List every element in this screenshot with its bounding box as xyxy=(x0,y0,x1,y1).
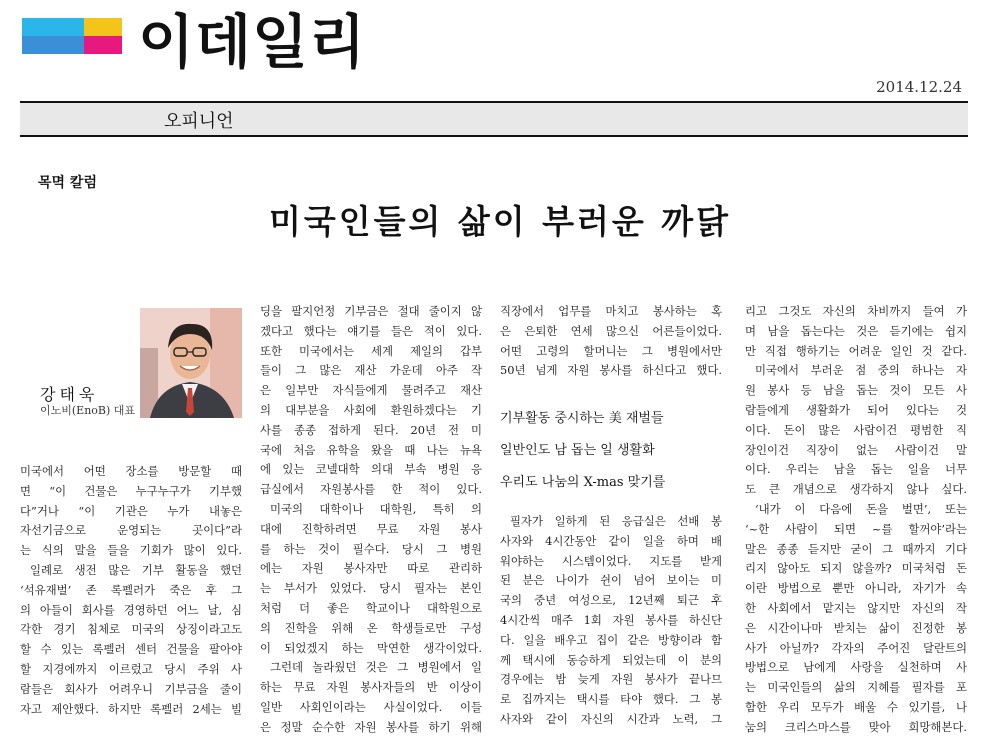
subhead: 일반인도 남 돕는 일 생활화 xyxy=(500,443,655,458)
column-line: 는 식의 말을 들을 기회가 많이 있다. xyxy=(20,543,242,558)
column-line: 4시간씩 매주 1회 자원 봉사를 하신단 xyxy=(500,612,722,627)
column-line: 원 봉사 등 남을 돕는 것이 모든 사 xyxy=(745,383,967,398)
column-line: 께 택시에 동승하게 되었는데 이 분의 xyxy=(500,652,722,667)
author-photo xyxy=(140,308,242,418)
column-line: 는 미국인들의 삶의 지혜를 필자를 포 xyxy=(745,680,967,695)
author-name: 강태욱 xyxy=(40,385,99,404)
column-line: 경우에는 밤 늦게 자원 봉사가 끝나므 xyxy=(500,672,722,687)
column-line: 하는 무료 자원 봉사자들의 반 이상이 xyxy=(260,680,482,695)
article-column-3 xyxy=(500,302,722,381)
column-line: 의 진학을 위해 온 학생들로만 구성 xyxy=(260,620,482,635)
edaily-logo-mark[interactable] xyxy=(22,18,122,68)
column-line: 사자와 같이 자신의 시간과 노력, 그 xyxy=(500,711,722,726)
column-line: 함한 우리 모두가 배울 수 있기를, 나 xyxy=(745,699,967,714)
column-line: 각한 경기 침체로 미국의 상징이라고도 xyxy=(20,622,242,637)
column-line: 직장에서 업무를 마치고 봉사하는 혹 xyxy=(500,304,722,318)
logo-block-cyan xyxy=(22,18,84,36)
column-line: 그런데 놀라웠던 것은 그 병원에서 일 xyxy=(270,660,482,675)
logo-block-magenta xyxy=(84,36,122,54)
column-line: 일례로 생전 많은 기부 활동을 했던 xyxy=(30,562,242,577)
column-line: 미국에서 어떤 장소를 방문할 때 xyxy=(20,464,242,478)
column-line: 은 정말 순수한 자원 봉사를 하기 위해 xyxy=(260,719,482,734)
column-line: 이다. 우리는 남을 돕는 일을 너무 xyxy=(745,462,967,477)
column-line: 어떤 고령의 할머니는 그 병원에서만 xyxy=(500,343,722,358)
column-line: ‘~한 사람이 되면 ~를 할꺼야’라는 xyxy=(745,521,967,536)
column-line: 이란 방법으로 뿐만 아니라, 자기가 속 xyxy=(745,581,967,596)
column-line: 이다. 돈이 많은 사람이건 평범한 직 xyxy=(745,422,967,437)
column-line: 은 시간이나마 받치는 삶이 진정한 봉 xyxy=(745,620,967,635)
column-line: 은 은퇴한 연세 많으신 어른들이었다. xyxy=(500,323,722,338)
publication-date: 2014.12.24 xyxy=(876,78,962,96)
section-label[interactable]: 오피니언 xyxy=(164,111,234,132)
column-line: 눔의 크리스마스를 맞아 희망해본다. xyxy=(745,719,967,734)
column-line: 된 분은 나이가 쉰이 넘어 보이는 미 xyxy=(500,573,722,588)
column-line: 도 큰 개념으로 생각하지 않나 싶다. xyxy=(745,482,967,497)
column-line: 필자가 일하게 된 응급실은 선배 봉 xyxy=(510,514,722,528)
column-line: 에 있는 코넬대학 의대 부속 병원 응 xyxy=(260,462,482,477)
column-line: 한 사회에서 맡지는 않지만 자신의 작 xyxy=(745,600,967,615)
column-line: 워야하는 시스템이었다. 지도를 받게 xyxy=(500,553,722,568)
column-line: 를 하는 것이 필수다. 당시 그 병원 xyxy=(260,541,482,556)
column-line: 미국에서 부러운 점 중의 하나는 자 xyxy=(755,363,967,378)
column-line: 며 남을 돕는다는 것은 듣기에는 쉽지 xyxy=(745,323,967,338)
column-line: 국에 처음 유학을 왔을 때 나는 뉴욕 xyxy=(260,442,482,457)
column-line: 은 일부만 자식들에게 물려주고 재산 xyxy=(260,383,482,398)
column-line: 사를 종종 접하게 된다. 20년 전 미 xyxy=(260,422,482,437)
article-column-3-continued xyxy=(500,512,722,730)
column-line: 처럼 더 좋은 학교이나 대학원으로 xyxy=(260,600,482,615)
column-line: 다”거나 “이 기관은 누가 내놓은 xyxy=(20,503,242,518)
column-line: 말은 종종 듣지만 굳이 그 때까지 기다 xyxy=(745,541,967,556)
column-line: ‘내가 이 다음에 돈을 벌면’, 또는 xyxy=(755,501,967,516)
column-line: 에는 자원 봉사자만 따로 관리하 xyxy=(260,561,482,576)
column-line: 이 되었겠지 하는 막연한 생각이었다. xyxy=(260,640,482,655)
column-line: 또한 미국에서는 세계 제일의 갑부 xyxy=(260,343,482,358)
edaily-logo-text[interactable]: 이데일리 xyxy=(138,8,367,76)
subhead: 우리도 나눔의 X-mas 맞기를 xyxy=(500,475,666,490)
column-line: 리지 않아도 되지 않을까? 미국처럼 돈 xyxy=(745,561,967,576)
column-line: 미국의 대학이나 대학원, 특히 의 xyxy=(270,501,482,516)
column-line: 일반 사회인이라는 사실이었다. 이들 xyxy=(260,699,482,714)
column-line: 할 지경에까지 이르렀고 당시 주위 사 xyxy=(20,661,242,676)
section-bar xyxy=(20,101,968,137)
column-line: 로 집까지는 택시를 타야 했다. 그 봉 xyxy=(500,692,722,707)
column-line: 사가 아닐까? 각자의 주어진 달란트의 xyxy=(745,640,967,655)
article-column-1 xyxy=(20,462,242,719)
column-line: 람들은 회사가 어려우니 기부금을 줄이 xyxy=(20,681,242,696)
column-line: 다. 일을 배우고 집이 같은 방향이라 함 xyxy=(500,632,722,647)
article-subheads xyxy=(500,403,730,499)
column-line: 만 직접 행하기는 어려운 일인 것 같다. xyxy=(745,343,967,358)
column-line: 들이 그 많은 재산 가운데 아주 작 xyxy=(260,363,482,378)
logo-block-yellow xyxy=(84,18,122,36)
column-line: ‘석유재벌’ 존 록펠러가 죽은 후 그 xyxy=(20,582,242,597)
column-line: 리고 그것도 자신의 차비까지 들여 가 xyxy=(745,304,967,318)
logo-block-blue xyxy=(22,36,84,54)
article-column-4 xyxy=(745,302,967,738)
column-line: 50년 넘게 자원 봉사를 하신다고 했다. xyxy=(500,363,722,378)
article-headline: 미국인들의 삶이 부러운 까닭 xyxy=(268,202,731,241)
column-line: 는 부서가 있었다. 당시 필자는 본인 xyxy=(260,581,482,596)
column-line: 겠다고 했다는 얘기를 들은 적이 있다. xyxy=(260,323,482,338)
column-line: 장인이건 직장이 없는 사람이건 말 xyxy=(745,442,967,457)
column-tag: 목멱 칼럼 xyxy=(38,175,97,191)
column-line: 대에 진학하려면 무료 자원 봉사 xyxy=(260,521,482,536)
column-line: 면 “이 건물은 누구누구가 기부했 xyxy=(20,483,242,498)
column-line: 자선기금으로 운영되는 곳이다”라 xyxy=(20,523,242,538)
column-line: 방법으로 남에게 사랑을 실천하며 사 xyxy=(745,660,967,675)
article-column-2 xyxy=(260,302,482,738)
column-line: 딩을 팔지언정 기부금은 절대 줄이지 않 xyxy=(260,304,482,318)
column-line: 의 아들이 회사를 경영하던 어느 날, 심 xyxy=(20,602,242,617)
column-line: 사자와 4시간동안 같이 일을 하며 배 xyxy=(500,533,722,548)
column-line: 람들에게 생활화가 되어 있다는 것 xyxy=(745,402,967,417)
column-line: 급실에서 자원봉사를 한 적이 있다. xyxy=(260,482,482,497)
column-line: 자고 제안했다. 하지만 록펠러 2세는 빌 xyxy=(20,701,242,716)
column-line: 할 수 있는 록펠러 센터 건물을 팔아야 xyxy=(20,642,242,657)
subhead: 기부활동 중시하는 美 재벌들 xyxy=(500,411,664,426)
column-line: 국의 중년 여성으로, 12년째 퇴근 후 xyxy=(500,593,722,608)
column-line: 의 대부분을 사회에 환원하겠다는 기 xyxy=(260,402,482,417)
author-title: 이노비(EnoB) 대표 xyxy=(40,404,136,417)
